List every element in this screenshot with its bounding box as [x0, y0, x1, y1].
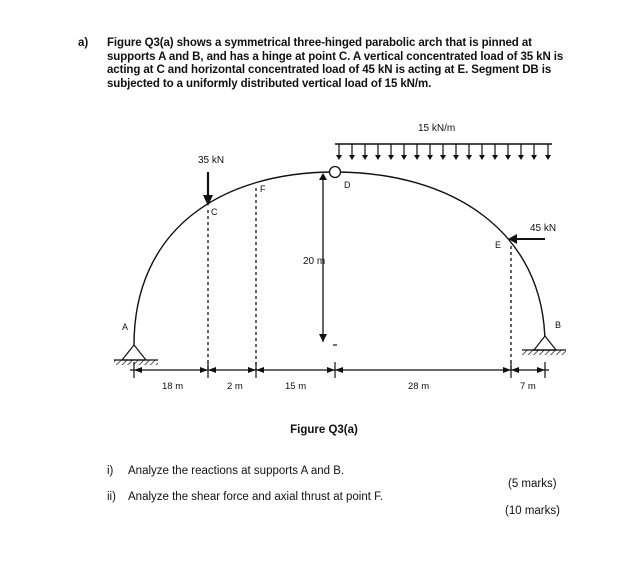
- span-cf-label: 2 m: [227, 381, 243, 392]
- point-c-label: C: [211, 207, 218, 217]
- question-body: shows a symmetrical three-hinged parabolic arch that is pinned at supports A and B, and has a hinge at point C. A vertical concentrated load of 35 kN is acting at C and horizontal concentrated load of 45 kN is acting at E. Segment DB is subjected to a uniformly distributed vertical load of 15 kN/m.: [107, 37, 564, 90]
- load-c-label: 35 kN: [198, 155, 225, 166]
- arch-curve: [134, 172, 545, 345]
- support-a: [114, 345, 158, 365]
- span-ac-label: 18 m: [162, 381, 184, 392]
- span-fd-label: 15 m: [285, 381, 307, 392]
- point-d-label: D: [344, 180, 351, 190]
- span-de-label: 28 m: [408, 381, 430, 392]
- point-a-label: A: [122, 322, 129, 332]
- part-i-marks: (5 marks): [508, 478, 557, 490]
- part-ii-text: Analyze the shear force and axial thrust at point F.: [128, 491, 384, 503]
- span-dimension-line: [130, 345, 549, 378]
- span-eb-label: 7 m: [520, 381, 536, 392]
- load-e-label: 45 kN: [530, 223, 557, 234]
- part-ii-number: ii): [107, 491, 116, 503]
- point-f-label: F: [260, 184, 266, 194]
- part-ii-marks: (10 marks): [505, 505, 560, 517]
- point-b-label: B: [555, 320, 562, 330]
- udl-label: 15 kN/m: [418, 123, 456, 134]
- support-b: [522, 336, 566, 355]
- point-e-label: E: [495, 240, 502, 250]
- distributed-load: [335, 144, 552, 160]
- dashed-guides: [208, 188, 511, 370]
- part-i-number: i): [107, 465, 114, 477]
- load-e-arrow: [508, 234, 545, 244]
- part-i-text: Analyze the reactions at supports A and B.: [128, 465, 345, 477]
- rise-label: 20 m: [303, 256, 326, 267]
- figure-caption: Figure Q3(a): [290, 424, 358, 436]
- figure-reference: Figure Q3(a): [107, 37, 174, 49]
- crown-hinge: [330, 167, 341, 178]
- question-number: a): [78, 37, 89, 49]
